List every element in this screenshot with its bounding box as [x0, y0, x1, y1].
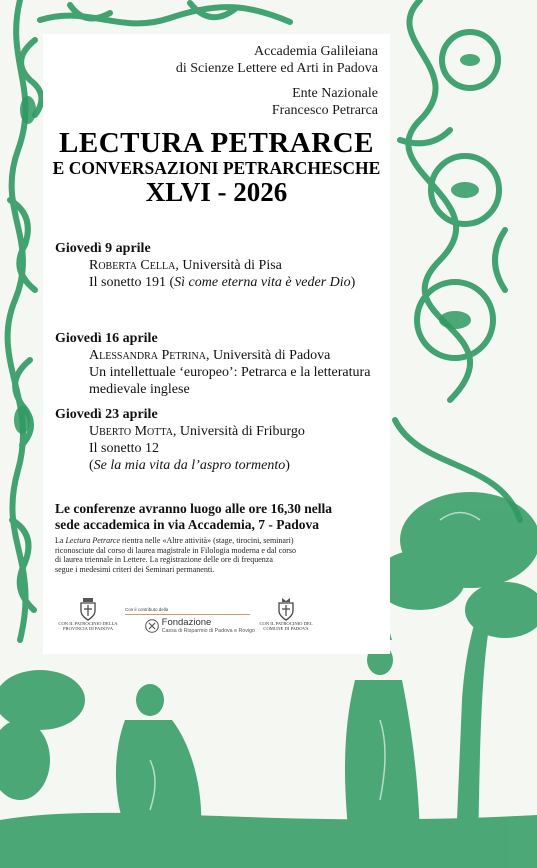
event-speaker: Uberto Motta, Università di Friburgo [89, 424, 305, 439]
comune-logo: CON IL PATROCINIO DEL COMUNE DI PADOVA [255, 597, 317, 632]
venue-info: Le conferenze avranno luogo alle ore 16,30 nella sede accademica in via Accademia, 7 - Padova [55, 501, 332, 532]
provincia-logo: CON IL PATROCINIO DELLA PROVINCIA DI PADOVA [57, 597, 119, 632]
event-date: Giovedì 23 aprile [55, 407, 158, 422]
event-2 [55, 330, 385, 398]
title-sub: E CONVERSAZIONI PETRARCHESCHE [52, 158, 381, 178]
content-panel [43, 34, 390, 654]
coat-of-arms-icon [79, 597, 97, 621]
event-speaker: Roberta Cella, Università di Pisa [89, 258, 282, 273]
event-date: Giovedì 16 aprile [55, 331, 158, 346]
event-talk-cont: medievale inglese [89, 382, 190, 397]
event-date: Giovedì 9 aprile [55, 241, 151, 256]
event-1 [55, 240, 385, 291]
title-year: XLVI - 2026 [145, 177, 288, 207]
coat-of-arms-icon [277, 597, 295, 621]
event-talk: Il sonetto 191 (Sì come eterna vita è veder Dio) [89, 275, 356, 290]
event-speaker: Alessandra Petrina, Università di Padova [89, 348, 331, 363]
event-talk: Il sonetto 12 [89, 441, 159, 456]
event-talk-cont: (Se la mia vita da l’aspro tormento) [89, 458, 290, 473]
fondazione-logo: Con il contributo della Fondazione Cassa di Risparmio di Padova e Rovigo [125, 607, 255, 634]
title-main: LECTURA PETRARCE [59, 127, 374, 159]
fondazione-mark-icon [145, 619, 159, 633]
academy-name: Accademia Galileiana di Scienze Lettere ed Arti in Padova [175, 44, 378, 76]
credits-note: La Lectura Petrarce rientra nelle «Altre attività» (stage, tirocini, seminari) riconosciute dal corso di laurea magistrale in Filologia moderna e dal corso di laurea triennale in Lettere. La registrazione delle ore di frequenza segue i medesimi criteri dei Seminari permanenti. [55, 536, 297, 574]
event-3 [55, 406, 385, 474]
event-talk: Un intellettuale ‘europeo’: Petrarca e la letteratura [89, 365, 371, 380]
ente-name: Ente Nazionale Francesco Petrarca [271, 86, 378, 118]
